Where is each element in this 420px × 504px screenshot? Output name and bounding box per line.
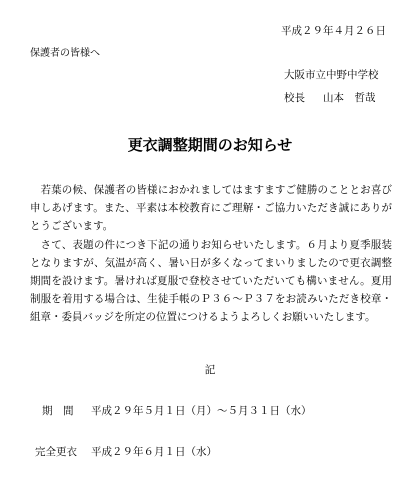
period-label: 期 間 (42, 405, 74, 417)
ki-marker: 記 (204, 364, 216, 376)
period-value: 平成２９年５月１日（月）～５月３１日（水） (91, 405, 312, 417)
school-name: 大阪市立中野中学校 (284, 69, 379, 81)
body-paragraph-2: さて、表題の件につき下記の通りお知らせいたします。６月より夏季服装となりますが、気温が高く、暑い日が多くなってまいりましたので更衣調整期間を設けます。暑ければ夏服で登校させていただいても構いません。夏用制服を着用する場合は、生徒手帳のＰ３６～Ｐ３７をお読みいただき校章・組章・委員バッジを所定の位置につけるようよろしくお願いいたします。 (30, 238, 392, 324)
principal-title: 校長 (284, 92, 305, 104)
body-paragraph-1: 若葉の候、保護者の皆様におかれましてはますますご健勝のこととお喜び申しあげます。また、平素は本校教育にご理解・ご協力いただき誠にありがとうございます。 (30, 184, 392, 233)
full-change-value: 平成２９年６月１日（水） (91, 446, 217, 458)
full-change-row (35, 444, 217, 459)
principal-line (284, 92, 376, 105)
body-text (30, 181, 392, 327)
issue-date: 平成２９年４月２６日 (281, 25, 386, 37)
principal-name: 山本 哲哉 (323, 92, 376, 104)
full-change-label: 完全更衣 (35, 446, 77, 458)
document-title: 更衣調整期間のお知らせ (127, 136, 293, 154)
period-row (35, 403, 312, 418)
addressee: 保護者の皆様へ (30, 48, 100, 59)
